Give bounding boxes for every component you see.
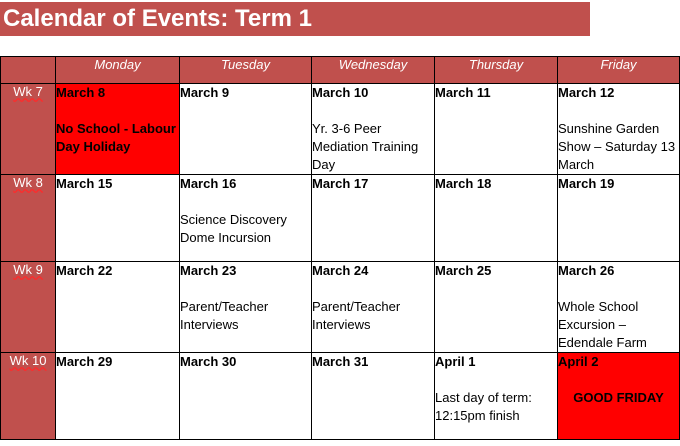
week-label: Wk 9	[1, 262, 56, 353]
day-cell	[312, 353, 435, 440]
cell-event: Yr. 3-6 Peer Mediation Training Day	[312, 121, 419, 172]
day-cell	[56, 84, 180, 175]
day-header-wednesday: Wednesday	[312, 57, 435, 84]
cell-date: March 30	[180, 354, 237, 369]
title-bar	[0, 2, 590, 36]
header-row	[1, 57, 680, 84]
cell-event: No School - Labour Day Holiday	[56, 121, 176, 154]
corner-cell	[1, 57, 56, 84]
cell-date: March 26	[558, 263, 615, 278]
cell-date: March 19	[558, 176, 615, 191]
day-header-tuesday: Tuesday	[180, 57, 312, 84]
day-cell	[56, 353, 180, 440]
day-cell	[435, 175, 558, 262]
day-header-monday: Monday	[56, 57, 180, 84]
cell-event: Science Discovery Dome Incursion	[180, 212, 287, 245]
day-cell	[558, 175, 680, 262]
cell-date: March 31	[312, 354, 369, 369]
day-cell	[56, 175, 180, 262]
cell-date: March 9	[180, 85, 230, 100]
day-cell	[56, 262, 180, 353]
week-label: Wk 8	[1, 175, 56, 262]
cell-date: April 1	[435, 354, 476, 369]
cell-date: March 23	[180, 263, 237, 278]
day-cell	[312, 84, 435, 175]
cell-event: Sunshine Garden Show – Saturday 13 March	[558, 121, 676, 172]
cell-date: March 11	[435, 85, 491, 100]
cell-date: March 12	[558, 85, 615, 100]
cell-date: March 25	[435, 263, 492, 278]
cell-date: March 22	[56, 263, 113, 278]
cell-date: March 18	[435, 176, 492, 191]
cell-date: April 2	[558, 354, 599, 369]
cell-date: March 17	[312, 176, 369, 191]
cell-date: March 10	[312, 85, 369, 100]
cell-event: Parent/Teacher Interviews	[180, 299, 269, 332]
day-cell	[558, 262, 680, 353]
cell-date: March 8	[56, 85, 106, 100]
week-row	[1, 262, 680, 353]
day-header-thursday: Thursday	[435, 57, 558, 84]
day-cell	[180, 262, 312, 353]
cell-date: March 24	[312, 263, 369, 278]
day-cell	[180, 353, 312, 440]
day-cell	[312, 175, 435, 262]
day-cell	[180, 84, 312, 175]
day-cell	[435, 262, 558, 353]
week-label: Wk 7	[1, 84, 56, 175]
week-row	[1, 353, 680, 440]
cell-event: GOOD FRIDAY	[573, 390, 664, 405]
day-cell	[558, 353, 680, 440]
day-cell	[435, 84, 558, 175]
day-cell	[180, 175, 312, 262]
cell-date: March 29	[56, 354, 113, 369]
week-label: Wk 10	[1, 353, 56, 440]
calendar-table	[0, 56, 680, 440]
week-row	[1, 175, 680, 262]
day-cell	[558, 84, 680, 175]
cell-event: Whole School Excursion – Edendale Farm	[558, 299, 647, 350]
cell-date: March 15	[56, 176, 113, 191]
cell-event: Last day of term: 12:15pm finish	[435, 390, 532, 423]
day-cell	[435, 353, 558, 440]
cell-date: March 16	[180, 176, 237, 191]
day-cell	[312, 262, 435, 353]
week-row	[1, 84, 680, 175]
cell-event: Parent/Teacher Interviews	[312, 299, 401, 332]
day-header-friday: Friday	[558, 57, 680, 84]
page-title: Calendar of Events: Term 1	[3, 5, 312, 32]
